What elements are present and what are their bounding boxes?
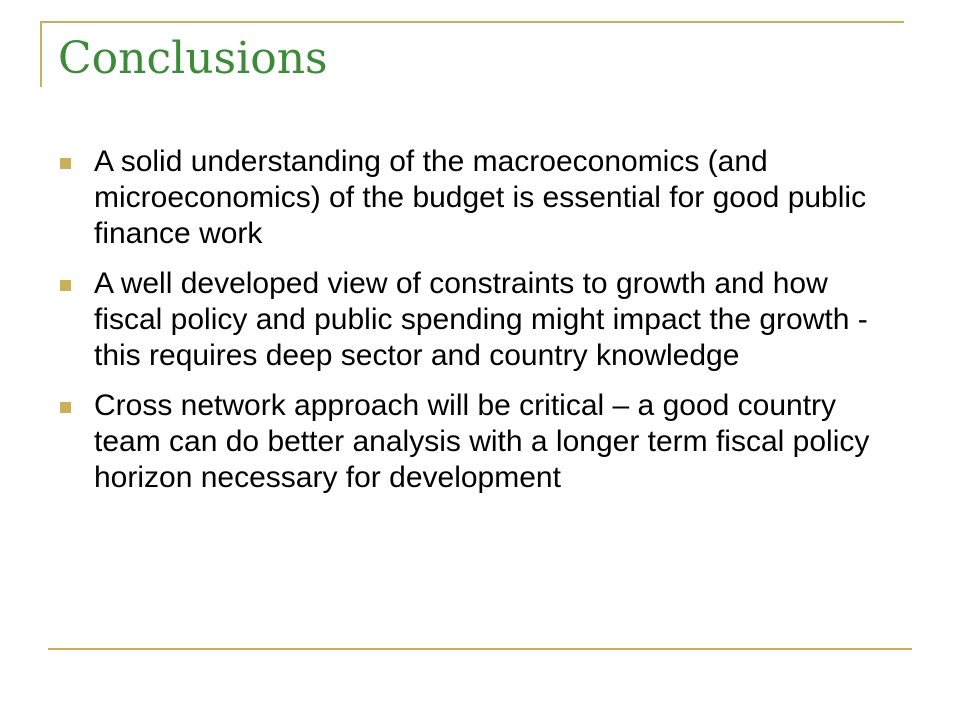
bullet-item [60,144,880,252]
bullet-text: Cross network approach will be critical – a good country team can do better analysis with a longer term fiscal policy horizon necessary for development [94,389,870,494]
left-rule [40,21,42,87]
bullet-item [60,388,880,496]
square-bullet-icon [60,158,71,169]
bullet-item [60,266,880,374]
square-bullet-icon [60,280,71,291]
slide-title: Conclusions [58,33,328,84]
top-rule [40,21,904,23]
bullet-text: A solid understanding of the macroeconomics (and microeconomics) of the budget is essential for good public finance work [94,145,867,250]
bullet-list [60,144,880,510]
bullet-text: A well developed view of constraints to growth and how fiscal policy and public spending might impact the growth - this requires deep sector and country knowledge [94,267,868,372]
bottom-rule [48,648,912,650]
square-bullet-icon [60,402,71,413]
